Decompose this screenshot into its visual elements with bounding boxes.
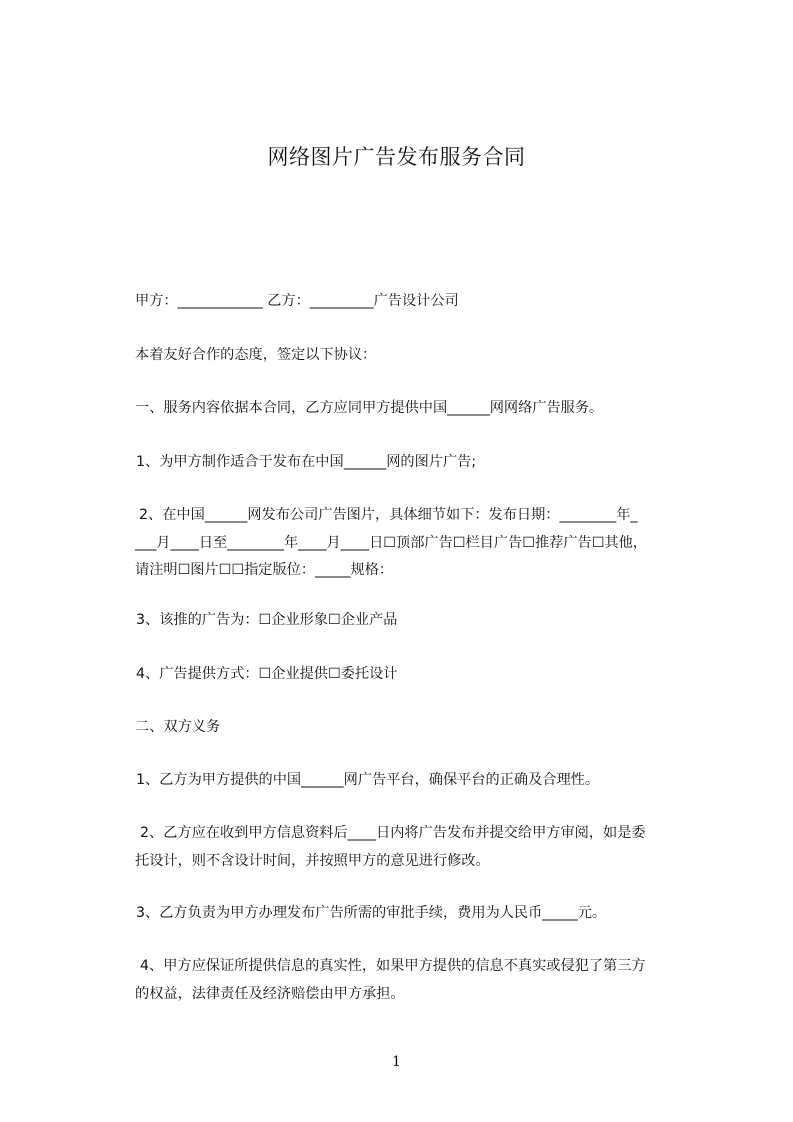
parties-line: 甲方：____________ 乙方：_________广告设计公司 <box>135 293 459 309</box>
clause-1-2-line-2: ___月____日至________年____月____日☐顶部广告☐栏目广告☐推荐广告☐其他， <box>135 535 647 551</box>
clause-2-4-line-1: 4、甲方应保证所提供信息的真实性，如果甲方提供的信息不真实或侵犯了第三方 <box>140 958 646 974</box>
clause-2-2-line-2: 托设计，则不含设计时间，并按照甲方的意见进行修改。 <box>135 853 490 869</box>
clause-2-1: 1、乙方为甲方提供的中国______网广告平台，确保平台的正确及合理性。 <box>136 772 600 788</box>
clause-1-3: 3、该推的广告为：☐企业形象☐企业产品 <box>136 612 398 628</box>
clause-1-1: 1、为甲方制作适合于发布在中国______网的图片广告; <box>136 454 477 470</box>
clause-1-2-line-1: 2、在中国______网发布公司广告图片，具体细节如下：发布日期：________年_ <box>139 507 638 523</box>
clause-2-3: 3、乙方负责为甲方办理发布广告所需的审批手续，费用为人民币_____元。 <box>136 905 607 921</box>
clause-1-4: 4、广告提供方式：☐企业提供☐委托设计 <box>136 666 398 682</box>
document-title: 网络图片广告发布服务合同 <box>267 145 526 169</box>
section-heading-1: 一、服务内容依据本合同，乙方应同甲方提供中国______网网络广告服务。 <box>135 400 604 416</box>
section-heading-2: 二、双方义务 <box>135 719 221 735</box>
clause-1-2-line-3: 请注明☐图片☐☐指定版位：_____规格： <box>135 562 394 578</box>
preamble: 本着友好合作的态度，签定以下协议： <box>135 347 377 363</box>
page-number: 1 <box>392 1054 401 1070</box>
clause-2-2-line-1: 2、乙方应在收到甲方信息资料后____日内将广告发布并提交给甲方审阅，如是委 <box>140 825 646 841</box>
clause-2-4-line-2: 的权益，法律责任及经济赔偿由甲方承担。 <box>135 986 405 1002</box>
